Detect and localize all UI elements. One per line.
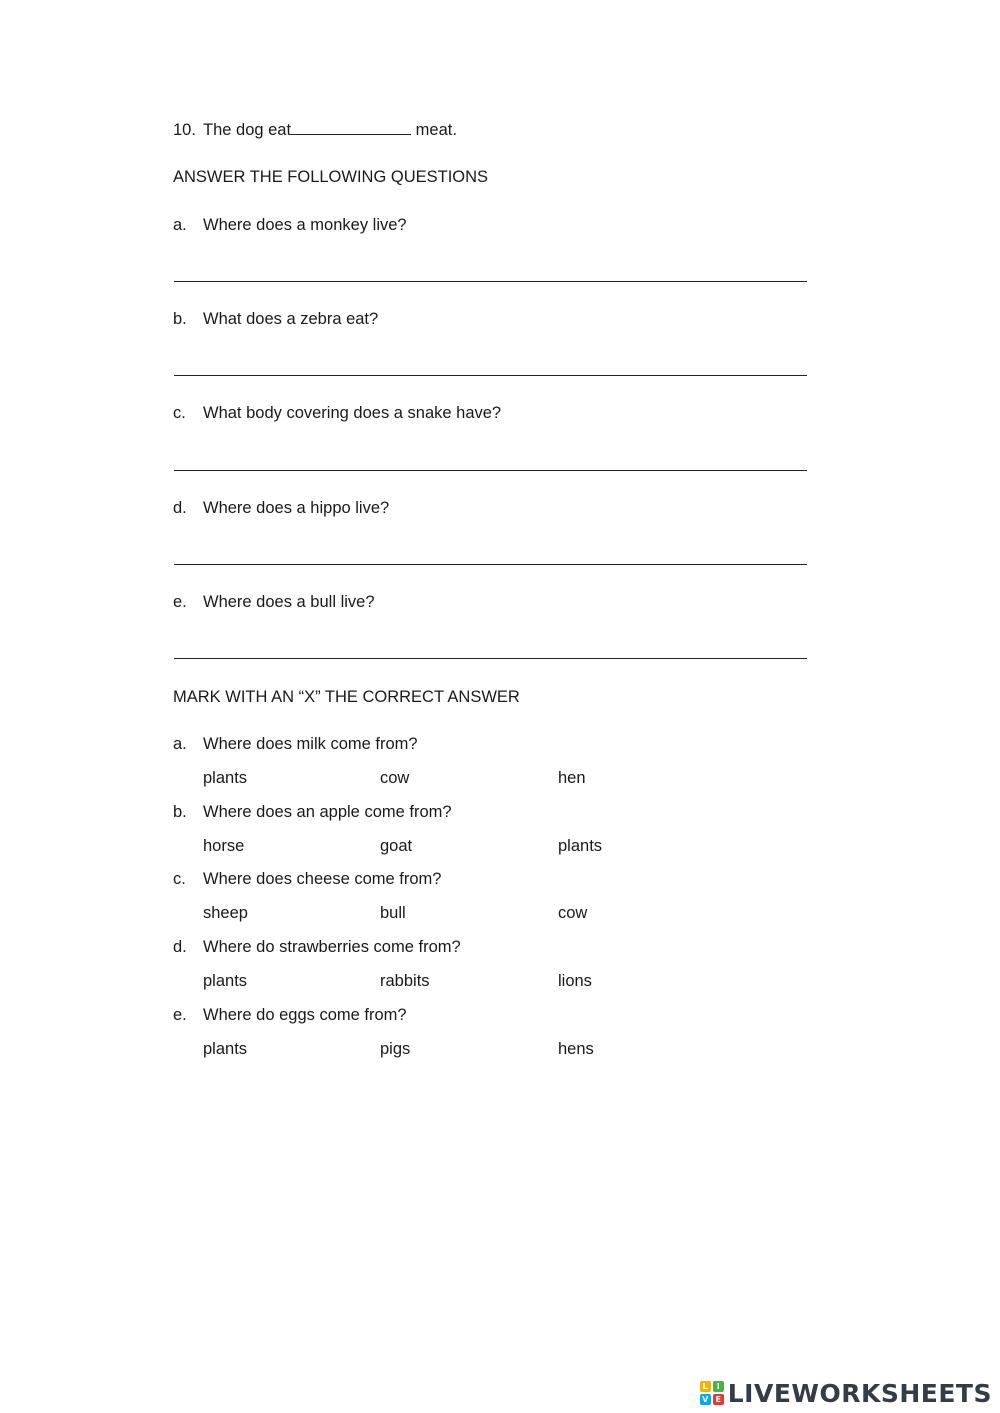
item-number: 10. — [173, 121, 196, 139]
option-a-1[interactable]: plants — [203, 769, 248, 787]
option-b-3[interactable]: plants — [558, 837, 603, 855]
sentence-end: meat. — [411, 121, 457, 139]
question-text: Where does cheese come from? — [203, 870, 442, 888]
fill-in-sentence — [173, 120, 457, 140]
logo-grid-icon — [700, 1381, 724, 1405]
question-text: Where does milk come from? — [203, 735, 418, 753]
question-letter: b. — [173, 310, 187, 328]
question-d — [173, 498, 389, 518]
section-heading-mark: MARK WITH AN “X” THE CORRECT ANSWER — [173, 688, 520, 706]
question-letter: c. — [173, 870, 186, 888]
logo-cell-l: L — [700, 1381, 711, 1392]
option-b-1[interactable]: horse — [203, 837, 245, 855]
logo-cell-i: I — [713, 1381, 724, 1392]
answer-line-a[interactable] — [174, 281, 807, 282]
question-text: Where do eggs come from? — [203, 1006, 407, 1024]
question-letter: c. — [173, 404, 186, 422]
question-text: What body covering does a snake have? — [203, 404, 502, 422]
question-e — [173, 592, 375, 612]
option-e-2[interactable]: pigs — [380, 1040, 411, 1058]
question-letter: b. — [173, 803, 187, 821]
logo-cell-v: V — [700, 1394, 711, 1405]
section-heading-answer: ANSWER THE FOLLOWING QUESTIONS — [173, 168, 489, 186]
question-text: Where does a bull live? — [203, 593, 375, 611]
option-e-3[interactable]: hens — [558, 1040, 594, 1058]
question-text: What does a zebra eat? — [203, 310, 379, 328]
question-letter: e. — [173, 593, 187, 611]
option-d-3[interactable]: lions — [558, 972, 592, 990]
mc-question-e — [173, 1005, 407, 1025]
brand-name: LIVEWORKSHEETS — [727, 1378, 992, 1408]
option-d-1[interactable]: plants — [203, 972, 248, 990]
question-b — [173, 309, 378, 329]
question-text: Where does a monkey live? — [203, 216, 407, 234]
option-e-1[interactable]: plants — [203, 1040, 248, 1058]
mc-question-b — [173, 802, 452, 822]
question-c — [173, 403, 501, 423]
option-c-2[interactable]: bull — [380, 904, 406, 922]
option-c-3[interactable]: cow — [558, 904, 588, 922]
question-letter: d. — [173, 499, 187, 517]
question-text: Where does an apple come from? — [203, 803, 452, 821]
logo-cell-e: E — [713, 1394, 724, 1405]
question-a — [173, 215, 407, 235]
question-letter: e. — [173, 1006, 187, 1024]
mc-question-d — [173, 937, 461, 957]
sentence-start: The dog eat — [203, 121, 292, 139]
option-b-2[interactable]: goat — [380, 837, 413, 855]
question-text: Where do strawberries come from? — [203, 938, 461, 956]
blank-field[interactable] — [291, 120, 411, 135]
answer-line-c[interactable] — [174, 470, 807, 471]
answer-line-d[interactable] — [174, 564, 807, 565]
question-text: Where does a hippo live? — [203, 499, 390, 517]
answer-line-e[interactable] — [174, 658, 807, 659]
mc-question-c — [173, 869, 441, 889]
question-letter: a. — [173, 735, 187, 753]
mc-question-a — [173, 734, 418, 754]
question-letter: d. — [173, 938, 187, 956]
question-letter: a. — [173, 216, 187, 234]
option-a-2[interactable]: cow — [380, 769, 410, 787]
liveworksheets-logo — [700, 1379, 992, 1407]
option-a-3[interactable]: hen — [558, 769, 586, 787]
option-d-2[interactable]: rabbits — [380, 972, 430, 990]
answer-line-b[interactable] — [174, 375, 807, 376]
option-c-1[interactable]: sheep — [203, 904, 248, 922]
